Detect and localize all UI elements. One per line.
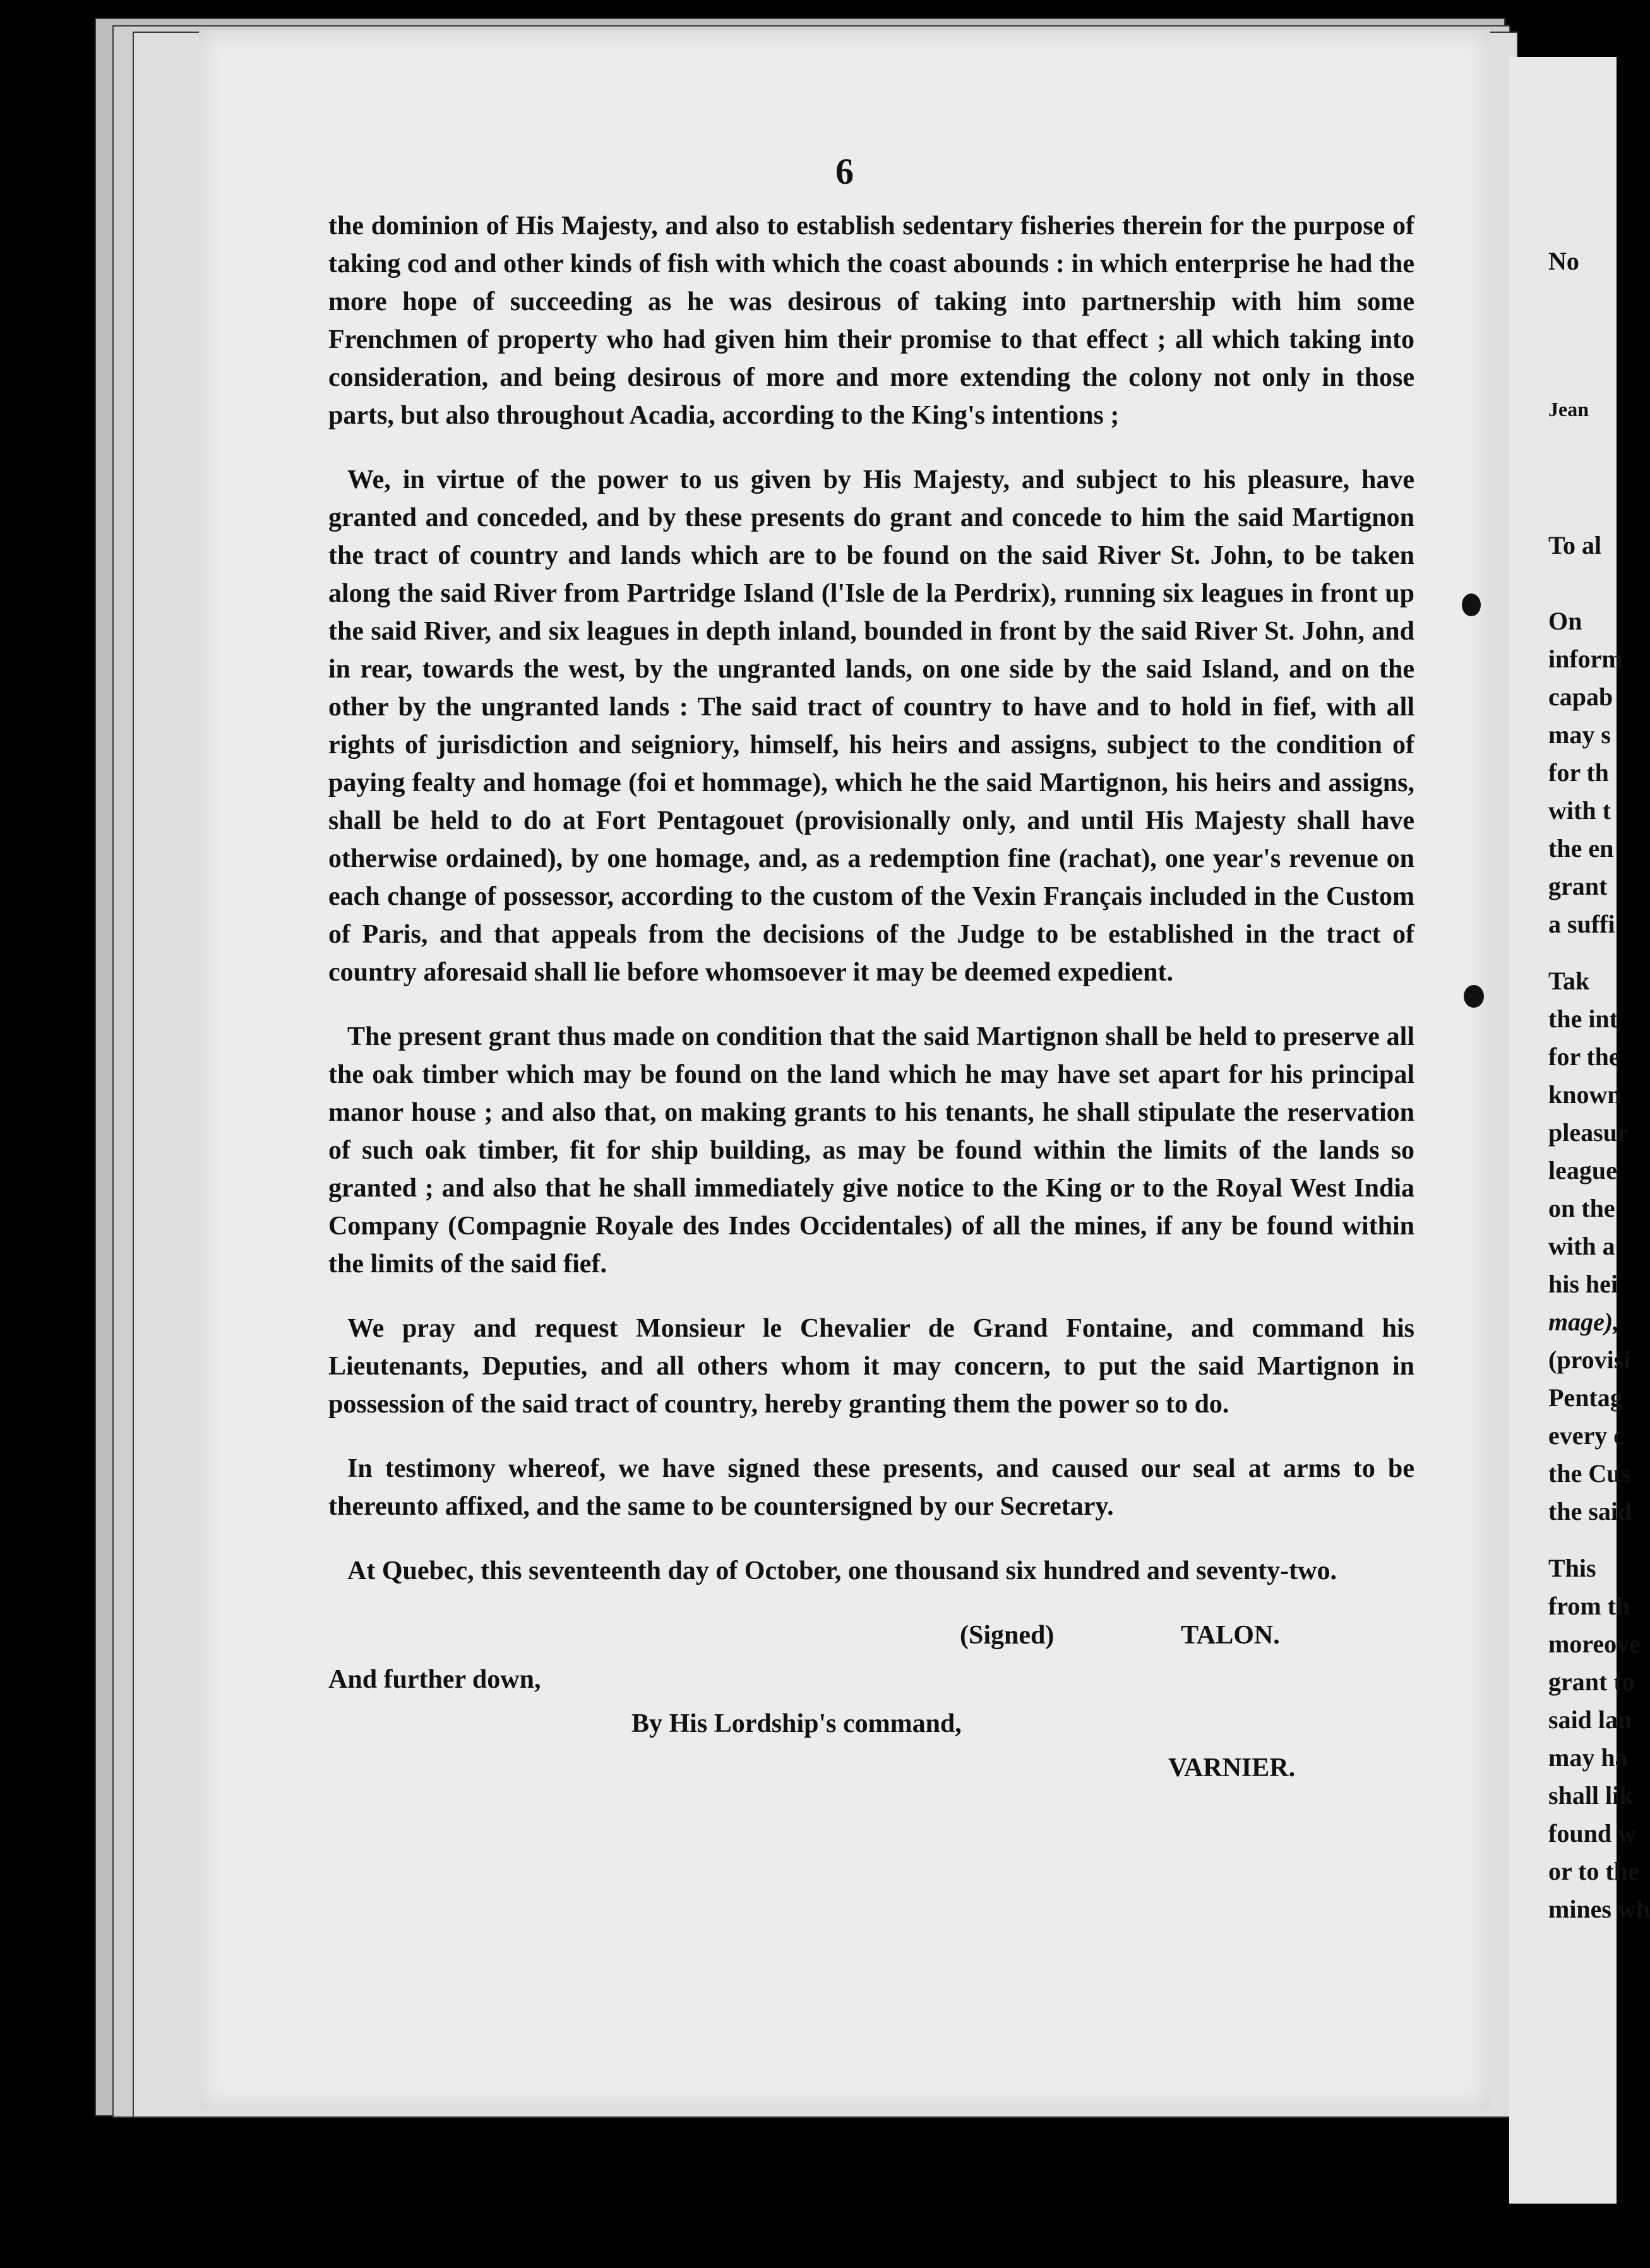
- signed-label: (Signed): [960, 1621, 1055, 1650]
- adjacent-page-line: the en: [1548, 834, 1614, 862]
- adjacent-page-line: or to the: [1548, 1857, 1639, 1885]
- adjacent-page-line: mage),: [1548, 1308, 1620, 1336]
- adjacent-page-line: grant: [1548, 872, 1608, 900]
- adjacent-page-line: capab: [1548, 683, 1613, 711]
- adjacent-page-line: the int: [1548, 1005, 1618, 1033]
- binding-hole-mark: [1464, 985, 1484, 1008]
- adjacent-page-line: Pentag: [1548, 1383, 1623, 1412]
- adjacent-page-line: To al: [1548, 531, 1602, 559]
- page-number: 6: [835, 151, 854, 192]
- signer-name: TALON.: [1181, 1621, 1280, 1650]
- adjacent-page-line: No: [1548, 247, 1579, 275]
- adjacent-page-line: with a: [1548, 1232, 1615, 1260]
- adjacent-page-line: known: [1548, 1080, 1622, 1109]
- adjacent-page-line: moreove: [1548, 1630, 1641, 1658]
- paragraph: In testimony whereof, we have signed these presents, and caused our seal at arms to be thereunto affixed, and the same to be countersigned by our Secretary.: [328, 1454, 1414, 1521]
- adjacent-page-line: pleasur: [1548, 1118, 1629, 1147]
- secretary-row: [328, 1749, 1414, 1793]
- adjacent-page-line: from th: [1548, 1592, 1630, 1620]
- adjacent-page-line: found w: [1548, 1819, 1636, 1847]
- adjacent-page-line: on the: [1548, 1194, 1615, 1222]
- adjacent-page-line: every c: [1548, 1421, 1625, 1450]
- adjacent-page-line: grant to: [1548, 1668, 1635, 1696]
- paragraph: We, in virtue of the power to us given by His Majesty, and subject to his pleasure, have granted and conceded, and by these presents do grant and concede to him the said Martignon the tract of country and lands which are to be found on the said River St. John, to be taken along the said River from Partridge Island (l'Isle de la Perdrix), running six leagues in front up the said River, and six leagues in depth inland, bounded in front by the said River St. John, and in rear, towards the west, by the ungranted lands, on one side by the said Island, and on the other by the ungranted lands : The said tract of country to have and to hold in fief, with all rights of jurisdiction and seigniory, himself, his heirs and assigns, subject to the condition of paying fealty and homage (foi et hommage), which he the said Martignon, his heirs and assigns, shall be held to do at Fort Pentagouet (provisionally only, and until His Majesty shall have otherwise ordained), by one homage, and, as a redemption fine (rachat), one year's revenue on each change of possessor, according to the custom of the Vexin Français included in the Custom of Paris, and that appeals from the decisions of the Judge to be established in the tract of country aforesaid shall lie before whomsoever it may be deemed expedient.: [328, 465, 1414, 987]
- adjacent-page-line: with t: [1548, 796, 1611, 825]
- command-text: By His Lordship's command,: [631, 1709, 962, 1738]
- adjacent-page-line: mines wh: [1548, 1895, 1650, 1923]
- further-down-row: [328, 1661, 1414, 1705]
- paragraph: the dominion of His Majesty, and also to establish sedentary fisheries therein for the purpose of taking cod and other kinds of fish with which the coast abounds : in which enterprise he had the more hope of succeeding as he was desirous of taking into partnership with him some Frenchmen of property who had given him their promise to that effect ; all which taking into consideration, and being desirous of more and more extending the colony not only in those parts, but also throughout Acadia, according to the King's intentions ;: [328, 212, 1414, 430]
- adjacent-page-line: a suffi: [1548, 910, 1615, 938]
- adjacent-page-line: may ha: [1548, 1743, 1628, 1772]
- command-row: [328, 1705, 1414, 1749]
- adjacent-page-line: for the: [1548, 1042, 1620, 1071]
- secretary-name: VARNIER.: [1168, 1753, 1296, 1782]
- adjacent-page: [1509, 57, 1650, 2204]
- adjacent-page-line: This: [1548, 1554, 1596, 1582]
- paragraph: We pray and request Monsieur le Chevalier de Grand Fontaine, and command his Lieutenants, Deputies, and all others whom it may concern, to put the said Martignon in possession of the said tract of country, hereby granting them the power so to do.: [328, 1314, 1414, 1419]
- adjacent-page-line: said lan: [1548, 1705, 1632, 1734]
- binding-hole-mark: [1462, 594, 1481, 616]
- adjacent-page-line: inform: [1548, 645, 1623, 673]
- paragraph: The present grant thus made on condition that the said Martignon shall be held to preserve all the oak timber which may be found on the land which he may have set apart for his principal manor house ; and also that, on making grants to his tenants, he shall stipulate the reservation of such oak timber, fit for ship building, as may be found within the limits of the lands so granted ; and also that he shall immediately give notice to the King or to the Royal West India Company (Compagnie Royale des Indes Occidentales) of all the mines, if any be found within the limits of the said fief.: [328, 1022, 1414, 1279]
- adjacent-page-line: the Cus: [1548, 1459, 1631, 1488]
- adjacent-page-line: his hei: [1548, 1270, 1618, 1298]
- paragraph: At Quebec, this seventeenth day of October, one thousand six hundred and seventy-two.: [347, 1556, 1337, 1585]
- further-down-text: And further down,: [328, 1665, 541, 1694]
- body-text: [328, 207, 1414, 1793]
- adjacent-page-line: Jean: [1548, 398, 1589, 421]
- adjacent-page-line: for th: [1548, 758, 1609, 787]
- adjacent-page-line: (provisi: [1548, 1346, 1631, 1374]
- adjacent-page-line: may s: [1548, 720, 1611, 749]
- adjacent-page-line: On: [1548, 607, 1582, 635]
- adjacent-page-line: league: [1548, 1156, 1617, 1185]
- signature-row: [328, 1616, 1414, 1661]
- adjacent-page-line: shall lik: [1548, 1781, 1634, 1810]
- adjacent-page-line: Tak: [1548, 967, 1590, 995]
- adjacent-page-line: the said: [1548, 1497, 1632, 1525]
- document-page: [199, 30, 1490, 2108]
